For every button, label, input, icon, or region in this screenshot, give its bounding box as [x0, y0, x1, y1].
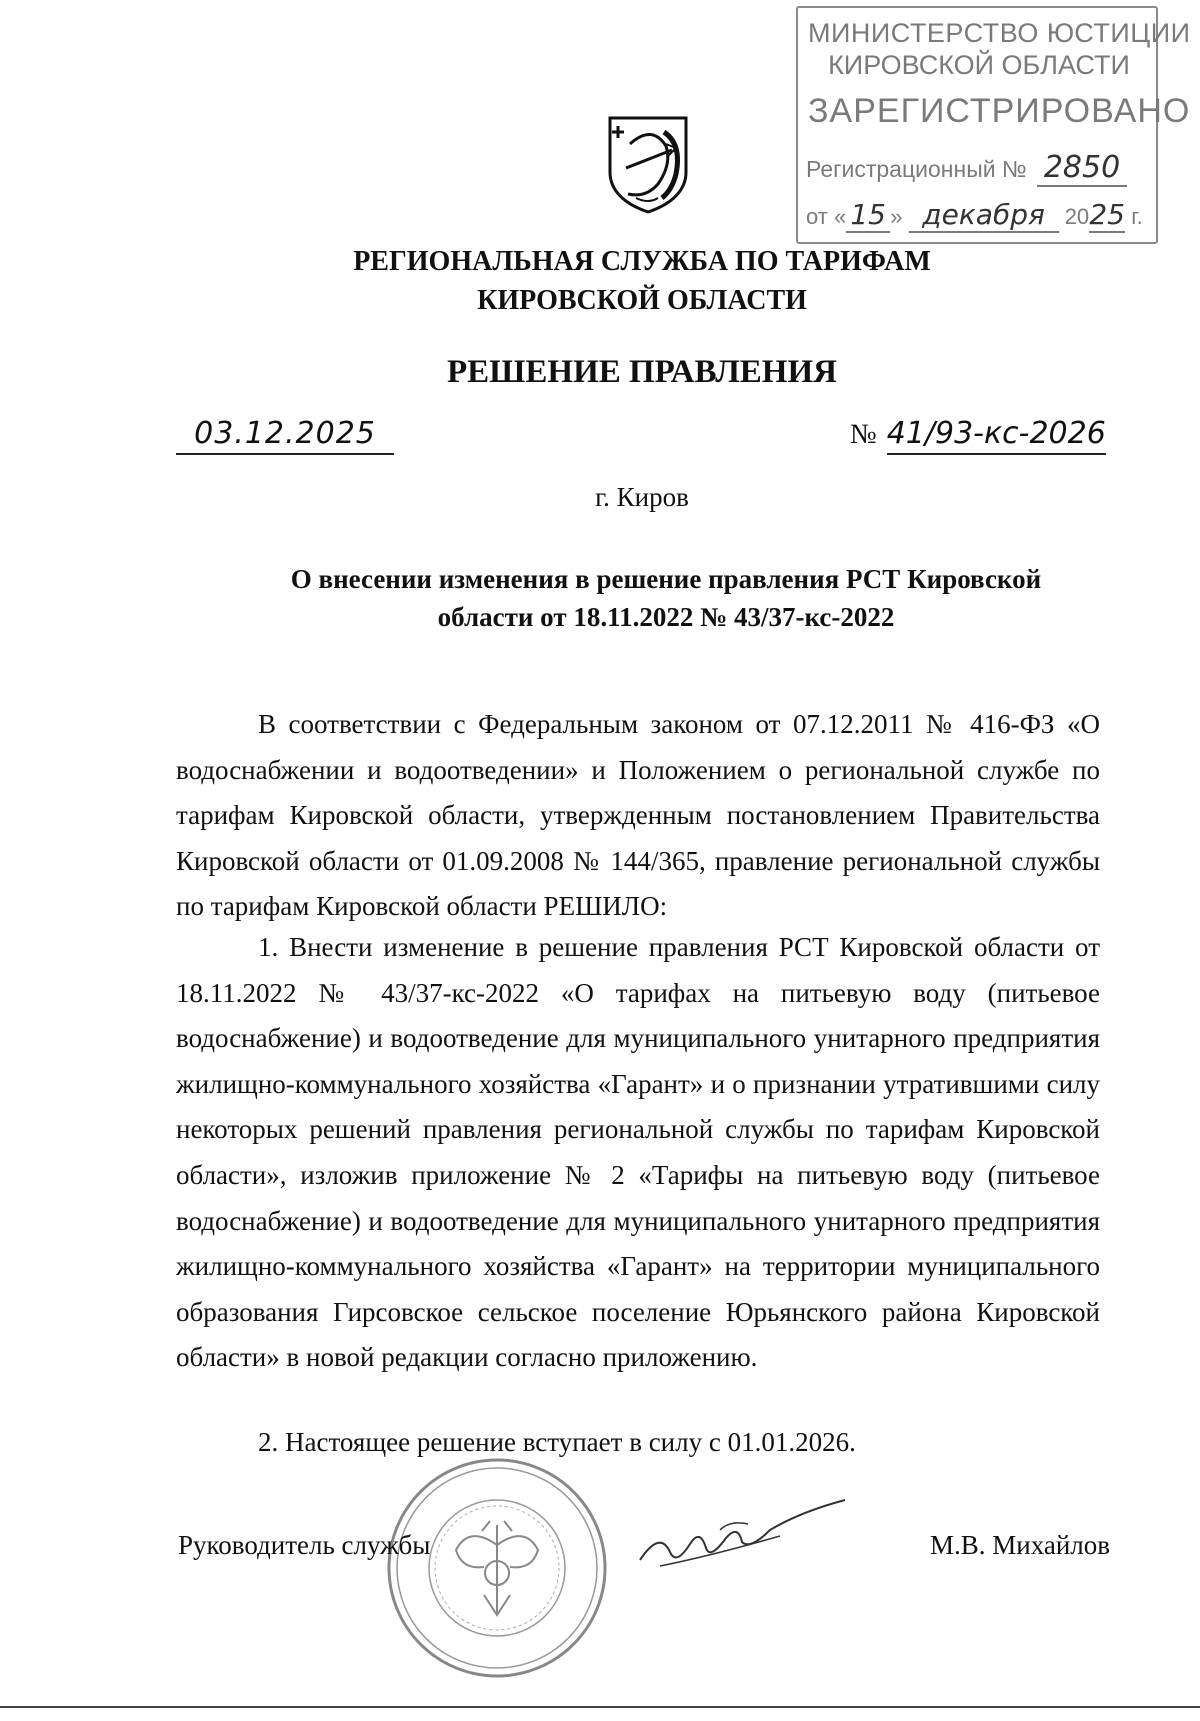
- item-1-text: 1. Внести изменение в решение правления РСТ Кировской области от 18.11.2022 № 43/37-кс-2022 «О тарифах на питьевую воду (питьевое водоснабжение) и водоотведение для муниципального унитарного предприятия жилищно-коммунального хозяйства «Гарант» и о признании утратившими силу некоторых решений правления региональной службы по тарифам Кировской области», изложив приложение № 2 «Тарифы на питьевую воду (питьевое водоснабжение) и водоотведение для муниципального унитарного предприятия жилищно-коммунального хозяйства «Гарант» на территории муниципального образования Гирсовское сельское поселение Юрьянского района Кировской области» в новой редакции согласно приложению.: [176, 932, 1100, 1373]
- stamp-registered-line: ЗАРЕГИСТРИРОВАНО: [808, 92, 1191, 130]
- handwritten-signature-icon: [630, 1490, 850, 1580]
- stamp-reg-number-row: [806, 150, 1127, 187]
- signatory-role: Руководитель службы: [178, 1530, 431, 1560]
- stamp-year-suffix: г.: [1131, 204, 1143, 229]
- item-1-paragraph: [176, 925, 1100, 1381]
- decision-subject: [236, 560, 1096, 636]
- item-2-text: 2. Настоящее решение вступает в силу с 01.01.2026.: [258, 1427, 856, 1457]
- subject-line-2: области от 18.11.2022 № 43/37-кс-2022: [437, 602, 895, 632]
- item-2-paragraph: [176, 1420, 1100, 1466]
- city-line: г. Киров: [595, 482, 689, 512]
- stamp-year: 25: [1089, 198, 1125, 231]
- stamp-reg-label: Регистрационный №: [806, 156, 1027, 182]
- decision-date: 03.12.2025: [176, 416, 394, 455]
- document-type-title: РЕШЕНИЕ ПРАВЛЕНИЯ: [447, 354, 837, 390]
- stamp-from-prefix: от «: [806, 204, 847, 229]
- stamp-year-prefix: 20: [1064, 204, 1090, 229]
- stamp-date-row: [806, 198, 1143, 233]
- coat-of-arms-icon: [606, 114, 690, 214]
- stamp-ministry-line: МИНИСТЕРСТВО ЮСТИЦИИ: [808, 18, 1191, 48]
- bottom-divider: [0, 1706, 1200, 1708]
- signatory-name: М.В. Михайлов: [930, 1530, 1111, 1560]
- registration-stamp: [796, 6, 1191, 244]
- stamp-region-line: КИРОВСКОЙ ОБЛАСТИ: [828, 50, 1130, 80]
- org-name-line-2: КИРОВСКОЙ ОБЛАСТИ: [477, 285, 807, 316]
- stamp-reg-number: 2850: [1037, 150, 1127, 187]
- preamble-text: В соответствии с Федеральным законом от 07.12.2011 № 416-ФЗ «О водоснабжении и водоотведении» и Положением о региональной службе по тарифам Кировской области, утвержденным постановлением Правительства Кировской области от 01.09.2008 № 144/365, правление региональной службы по тарифам Кировской области РЕШИЛО:: [176, 709, 1100, 922]
- decision-number-row: [850, 416, 1106, 451]
- org-name-line-1: РЕГИОНАЛЬНАЯ СЛУЖБА ПО ТАРИФАМ: [353, 246, 931, 277]
- subject-line-1: О внесении изменения в решение правления РСТ Кировской: [290, 564, 1042, 594]
- number-label: №: [850, 419, 877, 450]
- decision-number: 41/93-кс-2026: [887, 416, 1106, 455]
- stamp-day: 15: [846, 198, 890, 233]
- preamble-paragraph: [176, 702, 1100, 930]
- official-seal-icon: [384, 1455, 610, 1681]
- stamp-mid: »: [890, 204, 903, 229]
- stamp-month: декабря: [909, 198, 1059, 233]
